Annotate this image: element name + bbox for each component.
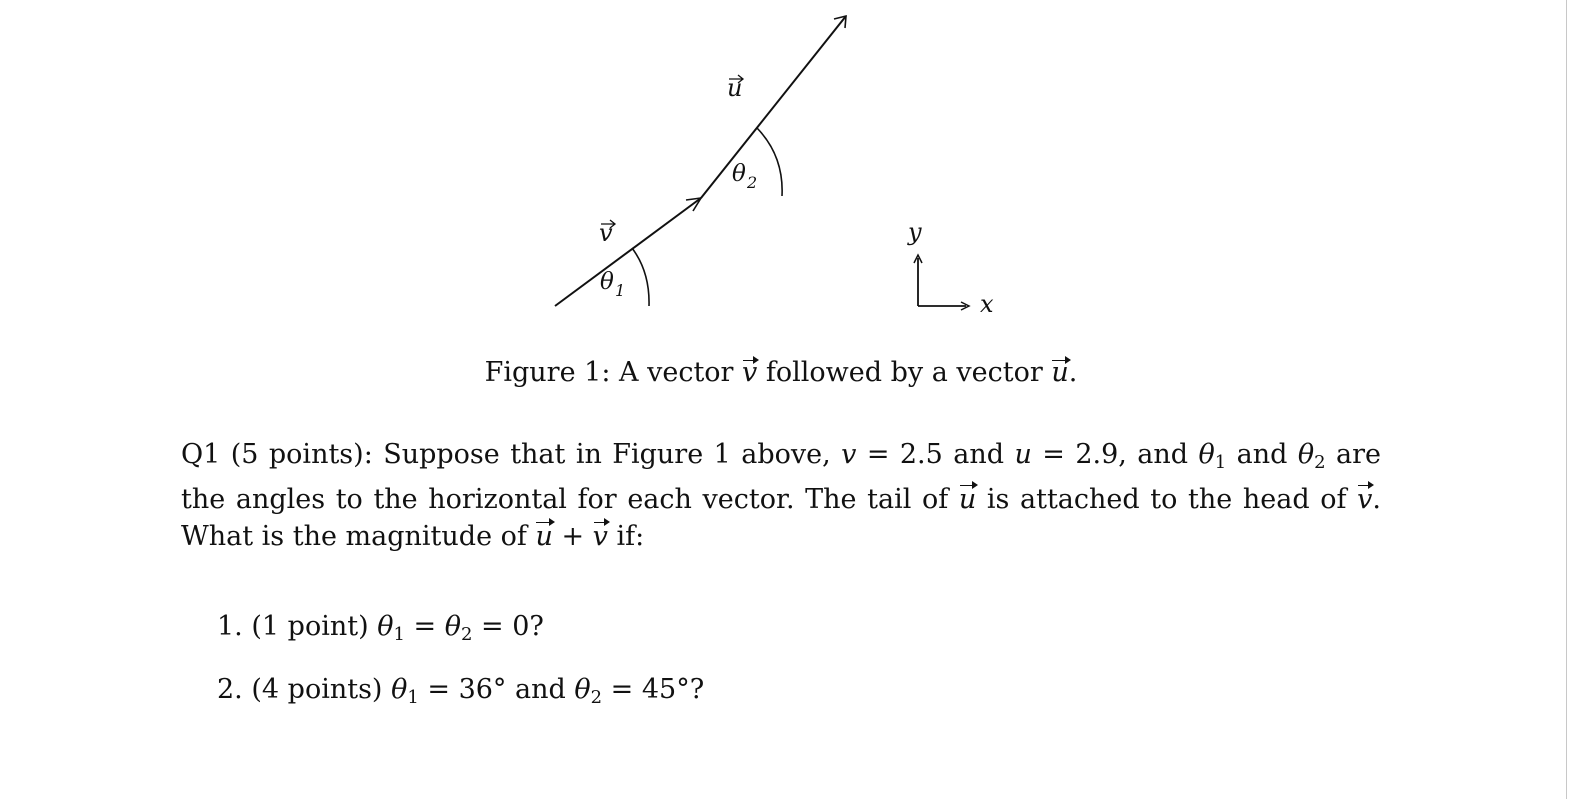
question-vector-u: u [959, 481, 976, 518]
caption-vector-v: v [742, 357, 758, 388]
item-theta2-sub: 2 [460, 624, 473, 645]
item-theta1: θ [391, 674, 408, 705]
list-item [217, 610, 544, 652]
question-text-1: Q1 (5 points): Suppose that in Figure 1 above, [181, 439, 842, 470]
theta2-subscript: 2 [747, 173, 758, 192]
vector-u-line [701, 16, 846, 198]
item-theta2: θ [444, 611, 461, 642]
question-text-8: + [552, 521, 593, 552]
item-theta1-sub: 1 [393, 624, 405, 645]
item-number: 2. [217, 674, 243, 705]
x-axis-label: x [980, 290, 994, 318]
caption-vector-u: u [1051, 357, 1069, 388]
item-points: (1 point) [251, 611, 369, 642]
item-expr-a: = 36° and [418, 674, 575, 705]
item-theta1: θ [377, 611, 394, 642]
question-sum-v: v [593, 518, 608, 555]
theta1-arc [632, 248, 649, 306]
question-v-symbol: v [841, 439, 857, 470]
question-text-9: if: [607, 521, 645, 552]
vector-figure [0, 0, 1581, 340]
question-theta2-sub: 2 [1314, 452, 1326, 473]
item-number: 1. [217, 611, 243, 642]
question-text-4: and [1226, 439, 1298, 470]
caption-middle: followed by a vector [757, 357, 1052, 388]
question-text-2: = 2.5 and [856, 439, 1015, 470]
caption-prefix: Figure 1: A vector [484, 357, 743, 388]
question-theta2: θ [1297, 439, 1315, 470]
question-text-7: . What is the magnitude of [181, 484, 1381, 552]
question-u-symbol: u [1014, 439, 1032, 470]
question-paragraph [181, 436, 1381, 555]
question-sum-u: u [535, 518, 552, 555]
theta2-arc [757, 128, 782, 196]
vector-v-label: v [599, 219, 613, 247]
question-text-3: = 2.9, and [1031, 439, 1199, 470]
figure-caption [0, 356, 1562, 390]
theta2-label: θ [732, 161, 746, 187]
question-text-6: is attached to the head of [976, 484, 1358, 515]
item-expr-b: = 0? [472, 611, 544, 642]
item-theta1-sub: 1 [407, 687, 419, 708]
item-expr-a: = [404, 611, 445, 642]
question-theta1-sub: 1 [1214, 452, 1227, 473]
caption-end: . [1068, 357, 1078, 388]
list-item [217, 673, 704, 715]
theta1-label: θ [600, 269, 614, 295]
vector-u-label: u [727, 74, 743, 102]
vector-v-line [555, 198, 701, 306]
question-vector-v: v [1357, 481, 1372, 518]
scrollbar[interactable] [1566, 0, 1581, 799]
item-theta2-sub: 2 [590, 687, 603, 708]
question-text-5: are the angles to the horizontal for each vector. The tail of [181, 439, 1381, 515]
item-expr-b: = 45°? [602, 674, 705, 705]
item-theta2: θ [574, 674, 591, 705]
theta1-subscript: 1 [615, 281, 626, 300]
question-theta1: θ [1198, 439, 1215, 470]
y-axis-label: y [908, 218, 922, 246]
item-points: (4 points) [251, 674, 383, 705]
